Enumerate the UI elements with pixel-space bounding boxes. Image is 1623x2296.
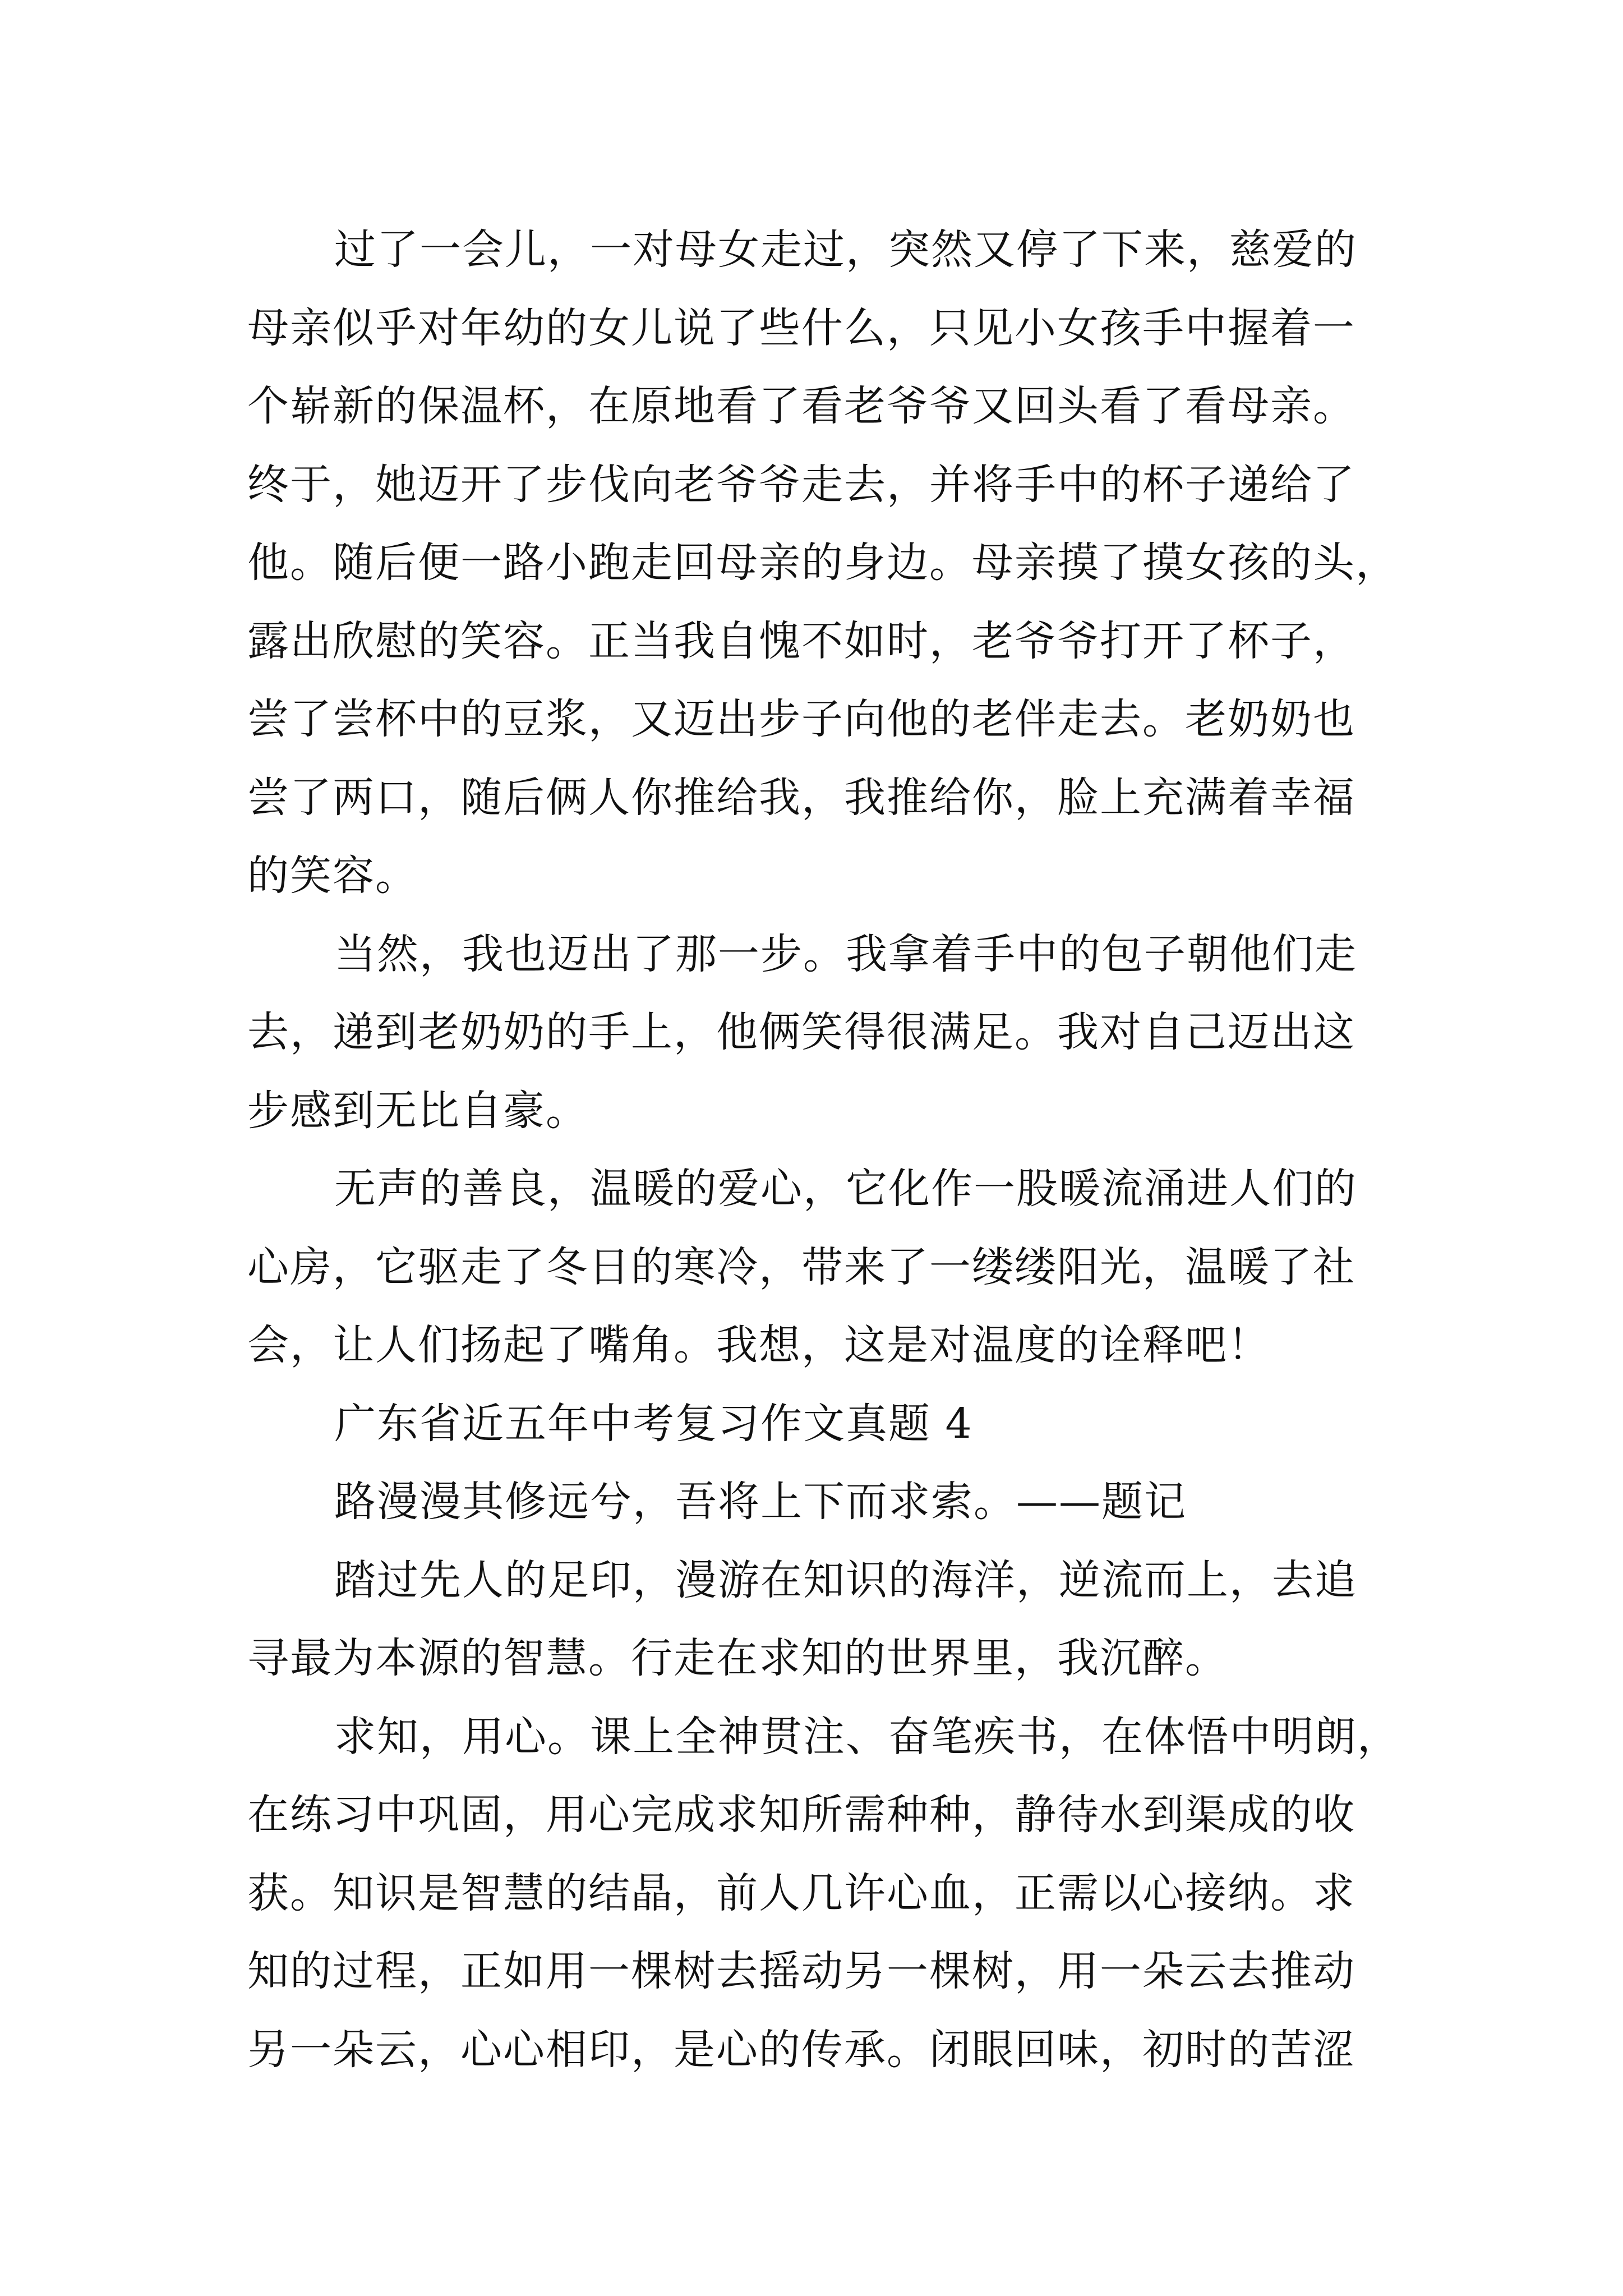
text-line: 求知，用心。课上全神贯注、奋笔疾书，在体悟中明朗， bbox=[334, 1712, 1400, 1761]
text-line: 露出欣慰的笑容。正当我自愧不如时，老爷爷打开了杯子， bbox=[247, 616, 1355, 665]
text-line: 当然，我也迈出了那一步。我拿着手中的包子朝他们走 bbox=[334, 930, 1357, 978]
text-line: 去，递到老奶奶的手上，他俩笑得很满足。我对自己迈出这 bbox=[247, 1008, 1355, 1056]
text-line: 知的过程，正如用一棵树去摇动另一棵树，用一朵云去推动 bbox=[247, 1947, 1355, 1995]
text-line: 寻最为本源的智慧。行走在求知的世界里，我沉醉。 bbox=[247, 1634, 1228, 1682]
section-heading: 广东省近五年中考复习作文真题 4 bbox=[334, 1399, 973, 1448]
text-line: 他。随后便一路小跑走回母亲的身边。母亲摸了摸女孩的头， bbox=[247, 539, 1398, 587]
epigraph: 路漫漫其修远兮，吾将上下而求索。——题记 bbox=[334, 1478, 1187, 1526]
essay-body bbox=[247, 211, 1400, 2089]
text-line: 的笑容。 bbox=[247, 852, 418, 900]
text-line: 会，让人们扬起了嘴角。我想，这是对温度的诠释吧！ bbox=[247, 1321, 1270, 1369]
text-line: 母亲似乎对年幼的女儿说了些什么，只见小女孩手中握着一 bbox=[247, 303, 1355, 352]
text-line: 终于，她迈开了步伐向老爷爷走去，并将手中的杯子递给了 bbox=[247, 460, 1355, 509]
text-line: 另一朵云，心心相印，是心的传承。闭眼回味，初时的苦涩 bbox=[247, 2025, 1355, 2074]
text-line: 尝了两口，随后俩人你推给我，我推给你，脸上充满着幸福 bbox=[247, 773, 1355, 822]
text-line: 尝了尝杯中的豆浆，又迈出步子向他的老伴走去。老奶奶也 bbox=[247, 695, 1355, 743]
text-line: 在练习中巩固，用心完成求知所需种种，静待水到渠成的收 bbox=[247, 1791, 1355, 1839]
text-line: 个崭新的保温杯，在原地看了看老爷爷又回头看了看母亲。 bbox=[247, 382, 1355, 430]
text-line: 踏过先人的足印，漫游在知识的海洋，逆流而上，去追 bbox=[334, 1556, 1357, 1604]
text-line: 无声的善良，温暖的爱心，它化作一股暖流涌进人们的 bbox=[334, 1165, 1357, 1213]
text-line: 心房，它驱走了冬日的寒冷，带来了一缕缕阳光，温暖了社 bbox=[247, 1243, 1355, 1291]
text-line: 获。知识是智慧的结晶，前人几许心血，正需以心接纳。求 bbox=[247, 1869, 1355, 1917]
text-line: 过了一会儿，一对母女走过，突然又停了下来，慈爱的 bbox=[334, 226, 1357, 274]
text-line: 步感到无比自豪。 bbox=[247, 1086, 588, 1135]
